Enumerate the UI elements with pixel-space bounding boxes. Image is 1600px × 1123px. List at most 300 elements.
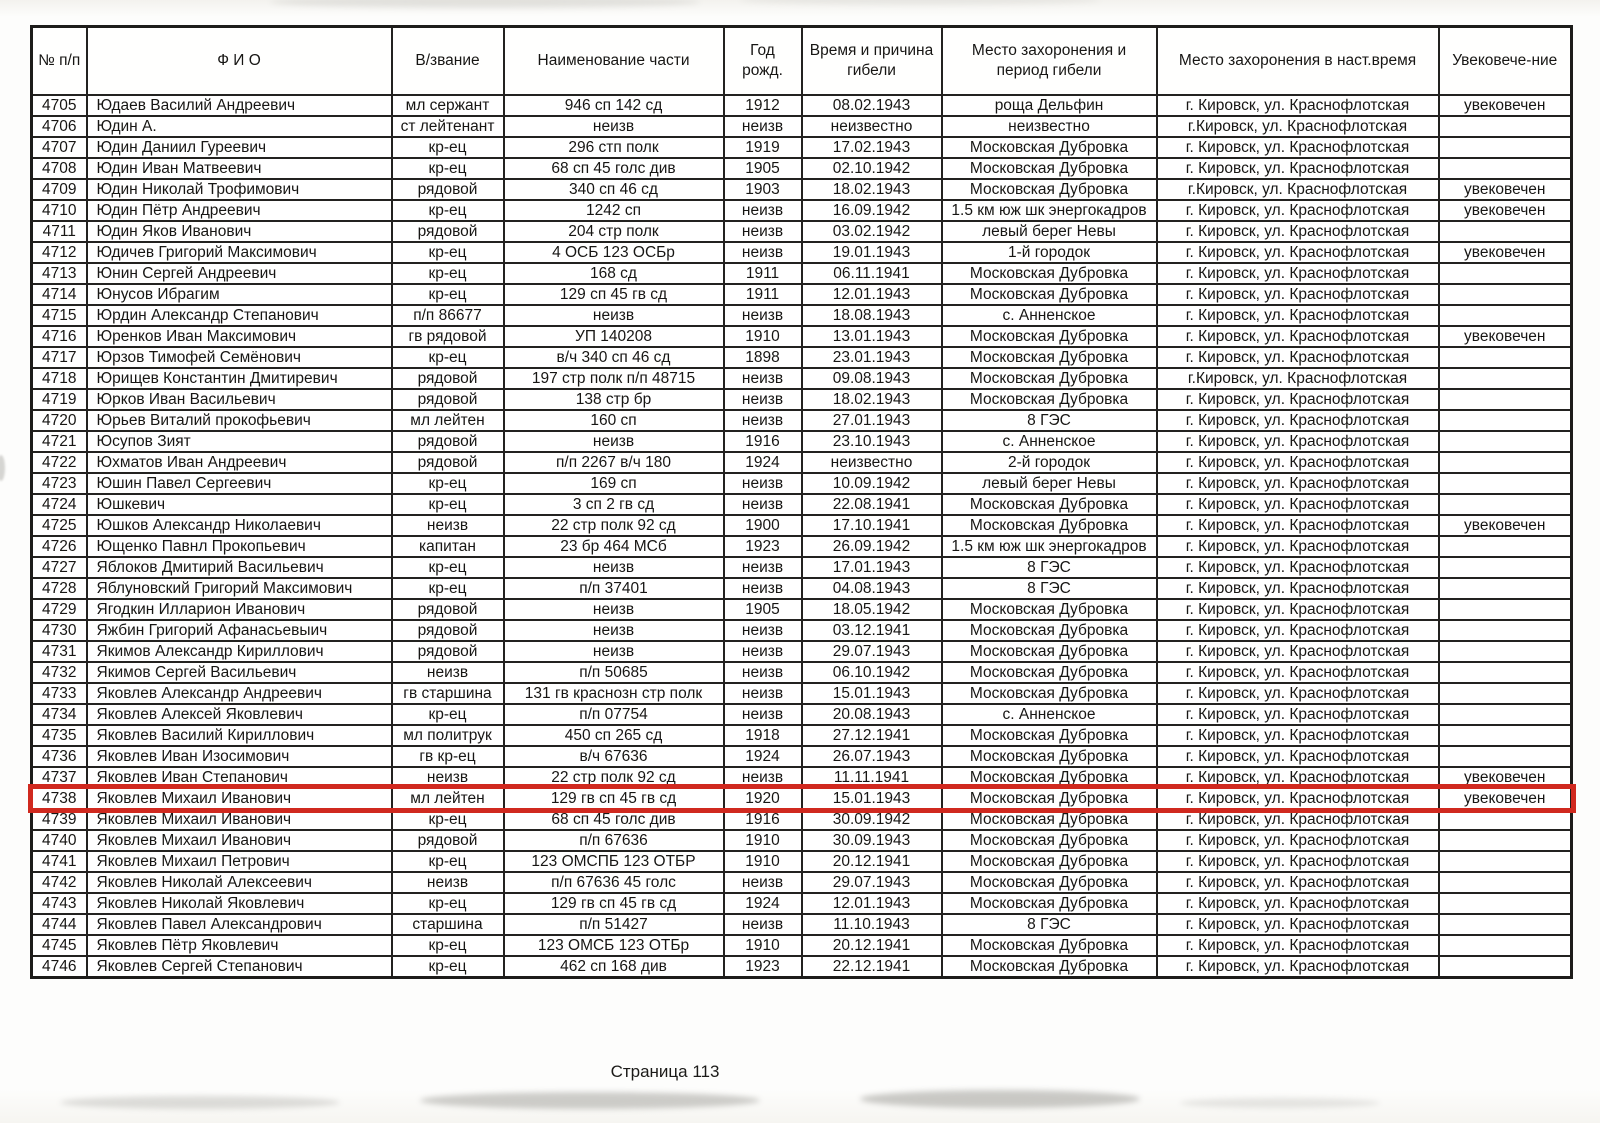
- cell-memorial: [1439, 431, 1572, 452]
- cell-unit: 22 стр полк 92 сд: [504, 767, 724, 788]
- table-row: [32, 284, 1572, 305]
- table-row: [32, 431, 1572, 452]
- cell-unit: неизв: [504, 641, 724, 662]
- cell-num: 4722: [32, 452, 87, 473]
- cell-rank: кр-ец: [392, 809, 504, 830]
- memorial-roster-table: [30, 25, 1573, 979]
- cell-rank: кр-ец: [392, 347, 504, 368]
- cell-fio: Ющенко Павнл Прокопьевич: [87, 536, 392, 557]
- cell-num: 4712: [32, 242, 87, 263]
- cell-burial_then: Московская Дубровка: [942, 851, 1157, 872]
- cell-birth_year: 1910: [724, 830, 802, 851]
- cell-fio: Яковлев Михаил Петрович: [87, 851, 392, 872]
- cell-death_time: 16.09.1942: [802, 200, 942, 221]
- cell-rank: рядовой: [392, 179, 504, 200]
- cell-fio: Юнусов Ибрагим: [87, 284, 392, 305]
- cell-num: 4719: [32, 389, 87, 410]
- cell-rank: кр-ец: [392, 473, 504, 494]
- cell-burial_then: Московская Дубровка: [942, 326, 1157, 347]
- cell-num: 4726: [32, 536, 87, 557]
- cell-death_time: 06.11.1941: [802, 263, 942, 284]
- cell-death_time: 27.01.1943: [802, 410, 942, 431]
- cell-birth_year: неизв: [724, 368, 802, 389]
- cell-burial_now: г. Кировск, ул. Краснофлотская: [1157, 830, 1439, 851]
- table-row: [32, 326, 1572, 347]
- cell-burial_now: г. Кировск, ул. Краснофлотская: [1157, 851, 1439, 872]
- table-row: [32, 725, 1572, 746]
- cell-death_time: 03.12.1941: [802, 620, 942, 641]
- cell-burial_now: г. Кировск, ул. Краснофлотская: [1157, 494, 1439, 515]
- cell-unit: 68 сп 45 голс див: [504, 809, 724, 830]
- cell-rank: кр-ец: [392, 284, 504, 305]
- cell-birth_year: 1924: [724, 452, 802, 473]
- cell-memorial: [1439, 137, 1572, 158]
- cell-rank: кр-ец: [392, 851, 504, 872]
- cell-birth_year: 1911: [724, 284, 802, 305]
- table-row: [32, 599, 1572, 620]
- cell-rank: неизв: [392, 767, 504, 788]
- cell-birth_year: неизв: [724, 221, 802, 242]
- cell-burial_then: Московская Дубровка: [942, 494, 1157, 515]
- cell-birth_year: неизв: [724, 410, 802, 431]
- cell-burial_then: с. Анненское: [942, 305, 1157, 326]
- column-header-death-time: Время и причина гибели: [802, 27, 942, 96]
- cell-burial_now: г. Кировск, ул. Краснофлотская: [1157, 557, 1439, 578]
- cell-memorial: [1439, 158, 1572, 179]
- cell-num: 4738: [32, 788, 87, 809]
- table-row: [32, 914, 1572, 935]
- cell-burial_now: г. Кировск, ул. Краснофлотская: [1157, 431, 1439, 452]
- cell-num: 4717: [32, 347, 87, 368]
- cell-unit: неизв: [504, 305, 724, 326]
- cell-rank: мл лейтен: [392, 410, 504, 431]
- table-row: [32, 305, 1572, 326]
- cell-num: 4715: [32, 305, 87, 326]
- cell-burial_now: г. Кировск, ул. Краснофлотская: [1157, 284, 1439, 305]
- cell-memorial: [1439, 746, 1572, 767]
- cell-memorial: [1439, 935, 1572, 956]
- cell-num: 4723: [32, 473, 87, 494]
- cell-unit: 946 сп 142 сд: [504, 95, 724, 116]
- cell-fio: Юдин А.: [87, 116, 392, 137]
- cell-death_time: 02.10.1942: [802, 158, 942, 179]
- cell-birth_year: 1924: [724, 746, 802, 767]
- cell-memorial: увековечен: [1439, 515, 1572, 536]
- cell-memorial: [1439, 851, 1572, 872]
- table-row: [32, 410, 1572, 431]
- cell-burial_then: Московская Дубровка: [942, 641, 1157, 662]
- cell-birth_year: 1900: [724, 515, 802, 536]
- cell-num: 4729: [32, 599, 87, 620]
- cell-rank: рядовой: [392, 389, 504, 410]
- cell-fio: Юдин Николай Трофимович: [87, 179, 392, 200]
- cell-fio: Яковлев Алексей Яковлевич: [87, 704, 392, 725]
- cell-rank: п/п 86677: [392, 305, 504, 326]
- cell-burial_now: г. Кировск, ул. Краснофлотская: [1157, 389, 1439, 410]
- cell-fio: Юдин Пётр Андреевич: [87, 200, 392, 221]
- cell-memorial: [1439, 872, 1572, 893]
- cell-birth_year: неизв: [724, 305, 802, 326]
- table-row: [32, 95, 1572, 116]
- cell-rank: мл политрук: [392, 725, 504, 746]
- cell-burial_then: Московская Дубровка: [942, 368, 1157, 389]
- cell-memorial: [1439, 284, 1572, 305]
- cell-burial_now: г. Кировск, ул. Краснофлотская: [1157, 599, 1439, 620]
- cell-memorial: увековечен: [1439, 200, 1572, 221]
- cell-rank: рядовой: [392, 830, 504, 851]
- cell-burial_then: Московская Дубровка: [942, 683, 1157, 704]
- cell-memorial: [1439, 578, 1572, 599]
- cell-birth_year: 1924: [724, 893, 802, 914]
- cell-birth_year: 1919: [724, 137, 802, 158]
- column-header-birth-year: Год рожд.: [724, 27, 802, 96]
- cell-fio: Юшин Павел Сергеевич: [87, 473, 392, 494]
- cell-birth_year: 1898: [724, 347, 802, 368]
- cell-death_time: неизвестно: [802, 452, 942, 473]
- cell-birth_year: 1910: [724, 851, 802, 872]
- cell-burial_then: Московская Дубровка: [942, 179, 1157, 200]
- table-row: [32, 200, 1572, 221]
- cell-rank: рядовой: [392, 221, 504, 242]
- cell-burial_now: г. Кировск, ул. Краснофлотская: [1157, 95, 1439, 116]
- cell-death_time: 11.11.1941: [802, 767, 942, 788]
- cell-birth_year: 1903: [724, 179, 802, 200]
- cell-num: 4741: [32, 851, 87, 872]
- cell-unit: 123 ОМСБ 123 ОТБр: [504, 935, 724, 956]
- cell-burial_now: г. Кировск, ул. Краснофлотская: [1157, 473, 1439, 494]
- cell-num: 4745: [32, 935, 87, 956]
- cell-birth_year: 1923: [724, 956, 802, 978]
- cell-rank: ст лейтенант: [392, 116, 504, 137]
- cell-unit: 168 сд: [504, 263, 724, 284]
- cell-burial_now: г. Кировск, ул. Краснофлотская: [1157, 725, 1439, 746]
- cell-fio: Яковлев Василий Кириллович: [87, 725, 392, 746]
- table-row: [32, 893, 1572, 914]
- cell-unit: п/п 37401: [504, 578, 724, 599]
- cell-unit: неизв: [504, 557, 724, 578]
- cell-unit: в/ч 340 сп 46 сд: [504, 347, 724, 368]
- cell-fio: Яковлев Николай Алексеевич: [87, 872, 392, 893]
- cell-memorial: [1439, 956, 1572, 978]
- cell-birth_year: 1923: [724, 536, 802, 557]
- cell-death_time: 06.10.1942: [802, 662, 942, 683]
- cell-burial_now: г. Кировск, ул. Краснофлотская: [1157, 347, 1439, 368]
- cell-memorial: [1439, 683, 1572, 704]
- cell-fio: Юрков Иван Васильевич: [87, 389, 392, 410]
- cell-burial_then: Московская Дубровка: [942, 788, 1157, 809]
- cell-burial_then: с. Анненское: [942, 704, 1157, 725]
- cell-memorial: увековечен: [1439, 95, 1572, 116]
- cell-memorial: увековечен: [1439, 788, 1572, 809]
- column-header-unit: Наименование части: [504, 27, 724, 96]
- cell-unit: 123 ОМСПБ 123 ОТБР: [504, 851, 724, 872]
- cell-burial_now: г. Кировск, ул. Краснофлотская: [1157, 809, 1439, 830]
- cell-fio: Юрьев Виталий прокофьевич: [87, 410, 392, 431]
- cell-burial_now: г. Кировск, ул. Краснофлотская: [1157, 956, 1439, 978]
- cell-death_time: 10.09.1942: [802, 473, 942, 494]
- cell-birth_year: 1911: [724, 263, 802, 284]
- table-row: [32, 809, 1572, 830]
- table-row: [32, 137, 1572, 158]
- cell-death_time: 30.09.1943: [802, 830, 942, 851]
- column-header-rank: В/звание: [392, 27, 504, 96]
- cell-memorial: [1439, 305, 1572, 326]
- cell-rank: рядовой: [392, 368, 504, 389]
- cell-birth_year: 1916: [724, 431, 802, 452]
- cell-memorial: [1439, 389, 1572, 410]
- cell-memorial: [1439, 725, 1572, 746]
- cell-burial_then: Московская Дубровка: [942, 872, 1157, 893]
- cell-unit: 462 сп 168 див: [504, 956, 724, 978]
- cell-memorial: увековечен: [1439, 179, 1572, 200]
- cell-burial_then: левый берег Невы: [942, 473, 1157, 494]
- cell-burial_then: Московская Дубровка: [942, 263, 1157, 284]
- cell-death_time: 11.10.1943: [802, 914, 942, 935]
- table-row: [32, 536, 1572, 557]
- cell-rank: кр-ец: [392, 158, 504, 179]
- cell-death_time: 03.02.1942: [802, 221, 942, 242]
- table-row: [32, 179, 1572, 200]
- cell-death_time: 29.07.1943: [802, 641, 942, 662]
- table-row: [32, 620, 1572, 641]
- cell-num: 4740: [32, 830, 87, 851]
- cell-fio: Яковлев Николай Яковлевич: [87, 893, 392, 914]
- table-row: [32, 116, 1572, 137]
- cell-num: 4728: [32, 578, 87, 599]
- cell-death_time: неизвестно: [802, 116, 942, 137]
- cell-burial_then: Московская Дубровка: [942, 809, 1157, 830]
- cell-memorial: [1439, 347, 1572, 368]
- cell-fio: Юдичев Григорий Максимович: [87, 242, 392, 263]
- cell-fio: Юшков Александр Николаевич: [87, 515, 392, 536]
- cell-num: 4736: [32, 746, 87, 767]
- table-header: [32, 27, 1572, 96]
- cell-num: 4742: [32, 872, 87, 893]
- cell-rank: кр-ец: [392, 704, 504, 725]
- cell-burial_now: г. Кировск, ул. Краснофлотская: [1157, 200, 1439, 221]
- cell-death_time: 17.10.1941: [802, 515, 942, 536]
- cell-fio: Яковлев Павел Александрович: [87, 914, 392, 935]
- cell-memorial: [1439, 494, 1572, 515]
- cell-rank: кр-ец: [392, 578, 504, 599]
- cell-num: 4744: [32, 914, 87, 935]
- cell-burial_now: г.Кировск, ул. Краснофлотская: [1157, 179, 1439, 200]
- cell-burial_then: Московская Дубровка: [942, 620, 1157, 641]
- table-row: [32, 494, 1572, 515]
- cell-burial_then: Московская Дубровка: [942, 956, 1157, 978]
- cell-birth_year: неизв: [724, 914, 802, 935]
- cell-birth_year: 1905: [724, 599, 802, 620]
- cell-unit: 296 стп полк: [504, 137, 724, 158]
- cell-memorial: [1439, 368, 1572, 389]
- cell-death_time: 18.02.1943: [802, 179, 942, 200]
- cell-burial_now: г. Кировск, ул. Краснофлотская: [1157, 788, 1439, 809]
- cell-unit: 131 гв краснозн стр полк: [504, 683, 724, 704]
- cell-death_time: 20.12.1941: [802, 935, 942, 956]
- cell-rank: рядовой: [392, 641, 504, 662]
- cell-birth_year: 1910: [724, 326, 802, 347]
- table-row: [32, 704, 1572, 725]
- cell-death_time: 12.01.1943: [802, 284, 942, 305]
- cell-num: 4743: [32, 893, 87, 914]
- cell-num: 4732: [32, 662, 87, 683]
- cell-burial_then: Московская Дубровка: [942, 935, 1157, 956]
- cell-num: 4734: [32, 704, 87, 725]
- cell-num: 4711: [32, 221, 87, 242]
- table-row: [32, 347, 1572, 368]
- cell-burial_now: г. Кировск, ул. Краснофлотская: [1157, 746, 1439, 767]
- cell-burial_now: г. Кировск, ул. Краснофлотская: [1157, 872, 1439, 893]
- cell-unit: неизв: [504, 599, 724, 620]
- cell-num: 4709: [32, 179, 87, 200]
- cell-unit: 68 сп 45 голс див: [504, 158, 724, 179]
- cell-fio: Юсупов Зият: [87, 431, 392, 452]
- cell-burial_now: г. Кировск, ул. Краснофлотская: [1157, 242, 1439, 263]
- cell-death_time: 18.05.1942: [802, 599, 942, 620]
- cell-fio: Яжбин Григорий Афанасьевыич: [87, 620, 392, 641]
- cell-rank: кр-ец: [392, 893, 504, 914]
- cell-burial_now: г. Кировск, ул. Краснофлотская: [1157, 158, 1439, 179]
- cell-burial_now: г. Кировск, ул. Краснофлотская: [1157, 893, 1439, 914]
- cell-burial_then: Московская Дубровка: [942, 830, 1157, 851]
- cell-unit: неизв: [504, 620, 724, 641]
- table-row: [32, 872, 1572, 893]
- cell-num: 4707: [32, 137, 87, 158]
- cell-death_time: 22.08.1941: [802, 494, 942, 515]
- cell-num: 4731: [32, 641, 87, 662]
- cell-memorial: увековечен: [1439, 767, 1572, 788]
- cell-rank: рядовой: [392, 599, 504, 620]
- cell-burial_then: 8 ГЭС: [942, 410, 1157, 431]
- cell-memorial: [1439, 536, 1572, 557]
- cell-burial_then: 8 ГЭС: [942, 578, 1157, 599]
- cell-num: 4708: [32, 158, 87, 179]
- cell-burial_now: г. Кировск, ул. Краснофлотская: [1157, 767, 1439, 788]
- cell-burial_now: г. Кировск, ул. Краснофлотская: [1157, 305, 1439, 326]
- cell-unit: п/п 67636 45 голс: [504, 872, 724, 893]
- cell-birth_year: 1920: [724, 788, 802, 809]
- cell-unit: п/п 2267 в/ч 180: [504, 452, 724, 473]
- cell-birth_year: неизв: [724, 494, 802, 515]
- cell-num: 4716: [32, 326, 87, 347]
- cell-rank: кр-ец: [392, 137, 504, 158]
- cell-unit: п/п 67636: [504, 830, 724, 851]
- cell-unit: неизв: [504, 116, 724, 137]
- cell-fio: Яковлев Михаил Иванович: [87, 788, 392, 809]
- cell-burial_then: Московская Дубровка: [942, 893, 1157, 914]
- cell-death_time: 22.12.1941: [802, 956, 942, 978]
- cell-fio: Яблуновский Григорий Максимович: [87, 578, 392, 599]
- cell-burial_now: г. Кировск, ул. Краснофлотская: [1157, 683, 1439, 704]
- cell-unit: 138 стр бр: [504, 389, 724, 410]
- cell-burial_then: 2-й городок: [942, 452, 1157, 473]
- cell-burial_then: Московская Дубровка: [942, 725, 1157, 746]
- table-row: [32, 368, 1572, 389]
- cell-death_time: 13.01.1943: [802, 326, 942, 347]
- cell-burial_now: г. Кировск, ул. Краснофлотская: [1157, 536, 1439, 557]
- cell-unit: 340 сп 46 сд: [504, 179, 724, 200]
- cell-burial_then: 8 ГЭС: [942, 914, 1157, 935]
- cell-burial_then: 1.5 км юж шк энергокадров: [942, 200, 1157, 221]
- cell-burial_then: Московская Дубровка: [942, 347, 1157, 368]
- cell-death_time: 26.07.1943: [802, 746, 942, 767]
- cell-rank: кр-ец: [392, 494, 504, 515]
- cell-unit: в/ч 67636: [504, 746, 724, 767]
- cell-unit: 197 стр полк п/п 48715: [504, 368, 724, 389]
- cell-death_time: 23.01.1943: [802, 347, 942, 368]
- cell-burial_now: г. Кировск, ул. Краснофлотская: [1157, 662, 1439, 683]
- cell-unit: 1242 сп: [504, 200, 724, 221]
- cell-unit: 160 сп: [504, 410, 724, 431]
- cell-birth_year: неизв: [724, 200, 802, 221]
- cell-burial_then: Московская Дубровка: [942, 662, 1157, 683]
- cell-burial_now: г.Кировск, ул. Краснофлотская: [1157, 368, 1439, 389]
- cell-num: 4746: [32, 956, 87, 978]
- cell-num: 4737: [32, 767, 87, 788]
- cell-memorial: [1439, 620, 1572, 641]
- cell-rank: гв кр-ец: [392, 746, 504, 767]
- cell-death_time: 12.01.1943: [802, 893, 942, 914]
- cell-memorial: [1439, 893, 1572, 914]
- page-number: Страница 113: [610, 1062, 720, 1081]
- cell-birth_year: неизв: [724, 578, 802, 599]
- cell-death_time: 18.02.1943: [802, 389, 942, 410]
- cell-burial_then: с. Анненское: [942, 431, 1157, 452]
- cell-death_time: 04.08.1943: [802, 578, 942, 599]
- cell-fio: Яковлев Иван Степанович: [87, 767, 392, 788]
- cell-birth_year: 1905: [724, 158, 802, 179]
- cell-fio: Юдин Иван Матвеевич: [87, 158, 392, 179]
- cell-death_time: 20.08.1943: [802, 704, 942, 725]
- cell-death_time: 29.07.1943: [802, 872, 942, 893]
- cell-death_time: 17.01.1943: [802, 557, 942, 578]
- cell-unit: 22 стр полк 92 сд: [504, 515, 724, 536]
- cell-rank: гв рядовой: [392, 326, 504, 347]
- cell-burial_then: Московская Дубровка: [942, 284, 1157, 305]
- cell-rank: неизв: [392, 515, 504, 536]
- cell-burial_now: г. Кировск, ул. Краснофлотская: [1157, 935, 1439, 956]
- table-row: [32, 830, 1572, 851]
- cell-unit: 4 ОСБ 123 ОСБр: [504, 242, 724, 263]
- cell-burial_now: г. Кировск, ул. Краснофлотская: [1157, 641, 1439, 662]
- cell-num: 4725: [32, 515, 87, 536]
- cell-birth_year: неизв: [724, 557, 802, 578]
- table-row: [32, 557, 1572, 578]
- cell-birth_year: неизв: [724, 473, 802, 494]
- column-header-burial-now: Место захоронения в наст.время: [1157, 27, 1439, 96]
- cell-burial_now: г. Кировск, ул. Краснофлотская: [1157, 515, 1439, 536]
- cell-birth_year: неизв: [724, 704, 802, 725]
- cell-fio: Юшкевич: [87, 494, 392, 515]
- cell-num: 4739: [32, 809, 87, 830]
- cell-burial_then: 1.5 км юж шк энергокадров: [942, 536, 1157, 557]
- cell-fio: Юдаев Василий Андреевич: [87, 95, 392, 116]
- cell-memorial: [1439, 809, 1572, 830]
- cell-num: 4714: [32, 284, 87, 305]
- cell-fio: Юдин Даниил Гуреевич: [87, 137, 392, 158]
- cell-birth_year: неизв: [724, 641, 802, 662]
- cell-birth_year: неизв: [724, 242, 802, 263]
- table-row: [32, 263, 1572, 284]
- cell-burial_then: Московская Дубровка: [942, 746, 1157, 767]
- cell-death_time: 17.02.1943: [802, 137, 942, 158]
- cell-rank: кр-ец: [392, 263, 504, 284]
- cell-rank: рядовой: [392, 620, 504, 641]
- cell-memorial: [1439, 410, 1572, 431]
- cell-unit: неизв: [504, 431, 724, 452]
- cell-burial_then: левый берег Невы: [942, 221, 1157, 242]
- cell-rank: неизв: [392, 872, 504, 893]
